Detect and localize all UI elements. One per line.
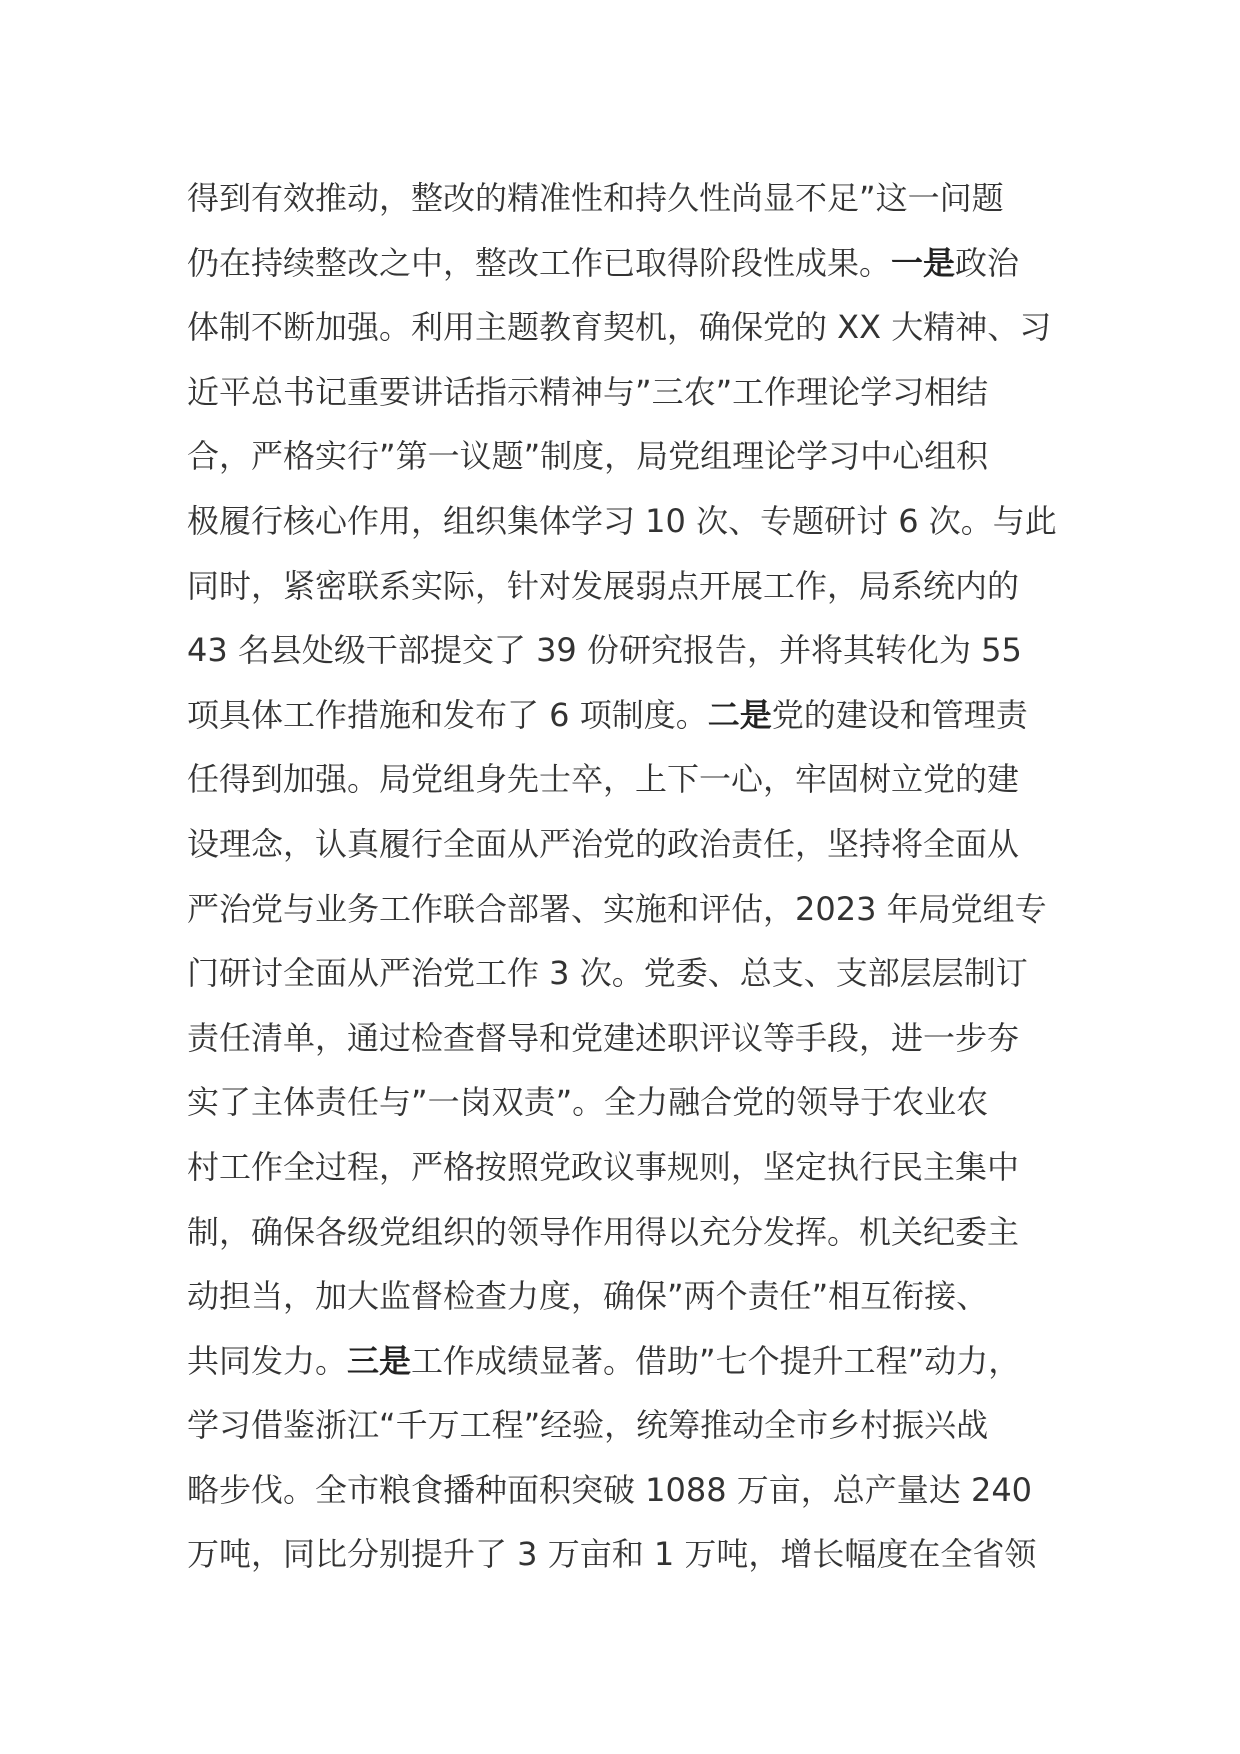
- text-run: 略步伐。全市粮食播种面积突破 1088 万亩，总产量达 240: [187, 1470, 1033, 1509]
- text-line: [187, 489, 1067, 554]
- text-run: 学习借鉴浙江“千万工程”经验，统筹推动全市乡村振兴战: [187, 1406, 989, 1445]
- text-run: 严治党与业务工作联合部署、实施和评估，2023 年局党组专: [187, 889, 1047, 928]
- text-run: 同时，紧密联系实际，针对发展弱点开展工作，局系统内的: [187, 566, 1020, 605]
- text-line: [187, 554, 1067, 619]
- text-run: 设理念，认真履行全面从严治党的政治责任，坚持将全面从: [187, 824, 1020, 863]
- text-line: [187, 1522, 1067, 1587]
- text-line: [187, 747, 1067, 812]
- text-run: 项具体工作措施和发布了 6 项制度。: [187, 695, 708, 734]
- text-line: [187, 1006, 1067, 1071]
- text-run: 万吨，同比分别提升了 3 万亩和 1 万吨，增长幅度在全省领: [187, 1535, 1037, 1574]
- text-run: 村工作全过程，严格按照党政议事规则，坚定执行民主集中: [187, 1147, 1020, 1186]
- text-line: [187, 1329, 1067, 1394]
- bold-lead-term: 一是: [891, 243, 956, 282]
- text-run: 动担当，加大监督检查力度，确保”两个责任”相互衔接、: [187, 1277, 989, 1316]
- text-run: 仍在持续整改之中，整改工作已取得阶段性成果。: [187, 243, 892, 282]
- text-run: 政治: [955, 243, 1020, 282]
- text-line: [187, 1135, 1067, 1200]
- text-line: [187, 941, 1067, 1006]
- text-line: [187, 618, 1067, 683]
- text-line: [187, 360, 1067, 425]
- text-run: 制，确保各级党组织的领导作用得以充分发挥。机关纪委主: [187, 1212, 1020, 1251]
- text-line: [187, 1393, 1067, 1458]
- bold-lead-term: 三是: [347, 1341, 412, 1380]
- text-line: [187, 424, 1067, 489]
- body-paragraph: [187, 166, 1067, 1587]
- text-run: 工作成绩显著。借助”七个提升工程”动力，: [411, 1341, 1021, 1380]
- text-run: 极履行核心作用，组织集体学习 10 次、专题研讨 6 次。与此: [187, 501, 1057, 540]
- text-line: [187, 1200, 1067, 1265]
- text-run: 党的建设和管理责: [771, 695, 1028, 734]
- text-line: [187, 1264, 1067, 1329]
- text-line: [187, 877, 1067, 942]
- text-line: [187, 683, 1067, 748]
- text-line: [187, 231, 1067, 296]
- text-run: 体制不断加强。利用主题教育契机，确保党的 XX 大精神、习: [187, 308, 1052, 347]
- text-run: 门研讨全面从严治党工作 3 次。党委、总支、支部层层制订: [187, 954, 1028, 993]
- text-run: 共同发力。: [187, 1341, 348, 1380]
- text-run: 得到有效推动，整改的精准性和持久性尚显不足”这一问题: [187, 179, 1004, 217]
- text-run: 43 名县处级干部提交了 39 份研究报告，并将其转化为 55: [187, 631, 1022, 670]
- text-line: [187, 295, 1067, 360]
- text-line: [187, 1458, 1067, 1523]
- text-line: [187, 166, 1067, 231]
- text-run: 实了主体责任与”一岗双责”。全力融合党的领导于农业农: [187, 1083, 989, 1122]
- text-run: 近平总书记重要讲话指示精神与”三农”工作理论学习相结: [187, 372, 989, 411]
- text-run: 合，严格实行”第一议题”制度，局党组理论学习中心组积: [187, 437, 989, 476]
- text-line: [187, 1070, 1067, 1135]
- bold-lead-term: 二是: [707, 695, 772, 734]
- text-line: [187, 812, 1067, 877]
- text-run: 任得到加强。局党组身先士卒，上下一心，牢固树立党的建: [187, 760, 1020, 799]
- text-run: 责任清单，通过检查督导和党建述职评议等手段，进一步夯: [187, 1018, 1020, 1057]
